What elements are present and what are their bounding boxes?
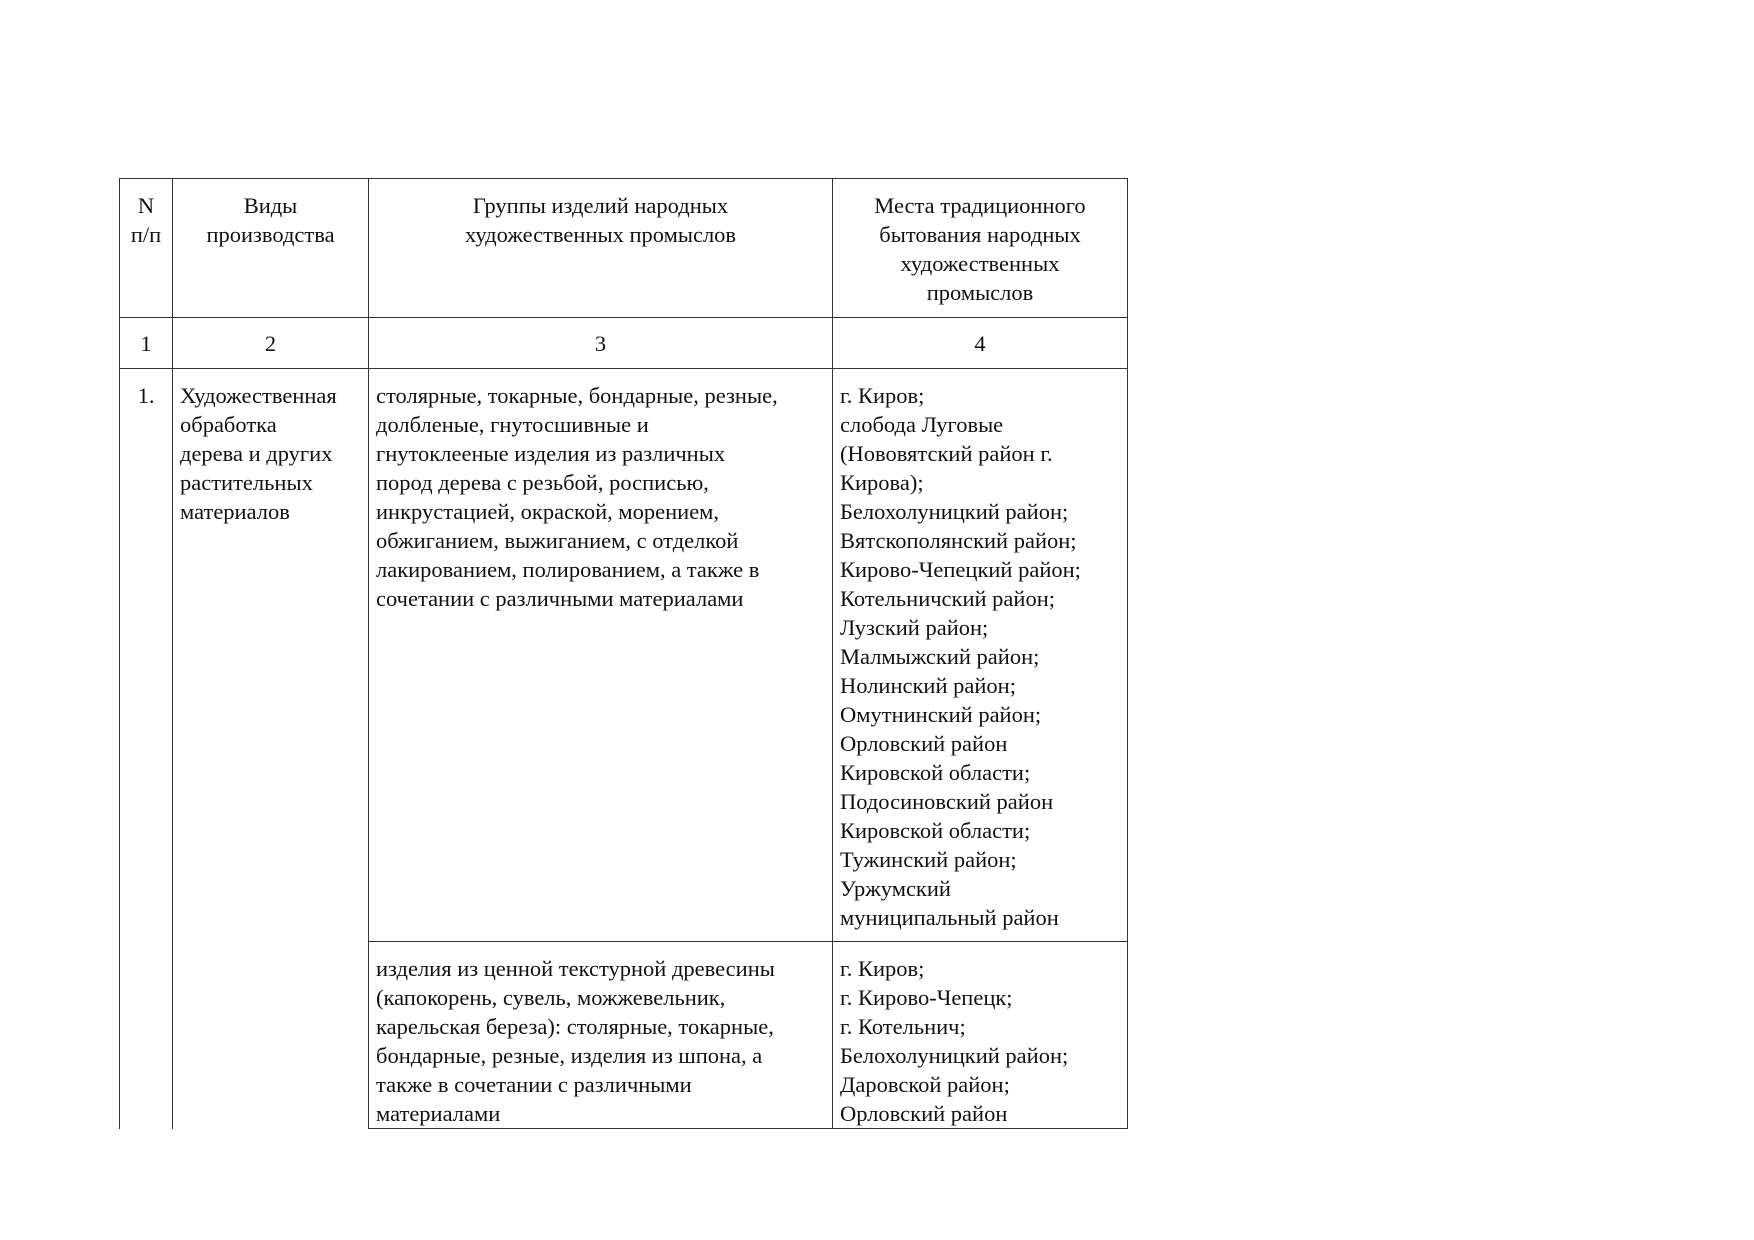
text-line: Малмыжский район; bbox=[840, 644, 1040, 669]
text-line: изделия из ценной текстурной древесины bbox=[376, 956, 775, 981]
text-line: материалов bbox=[180, 499, 290, 524]
text-line: Тужинский район; bbox=[840, 847, 1017, 872]
header-row bbox=[120, 179, 1128, 318]
crafts-table bbox=[119, 178, 1128, 1129]
text-line: Уржумский bbox=[840, 876, 951, 901]
text-line: инкрустацией, окраской, морением, bbox=[376, 499, 720, 524]
text-line: бытования народных bbox=[879, 222, 1081, 247]
text-line: Белохолуницкий район; bbox=[840, 499, 1069, 524]
column-number: 2 bbox=[173, 318, 369, 369]
text-line: столярные, токарные, бондарные, резные, bbox=[376, 383, 778, 408]
text-line: производства bbox=[206, 222, 335, 247]
text-line: Лузский район; bbox=[840, 615, 989, 640]
column-number: 3 bbox=[369, 318, 833, 369]
places bbox=[833, 369, 1128, 942]
column-number: 1 bbox=[120, 318, 173, 369]
text-line: Художественная bbox=[180, 383, 337, 408]
text-line: (капокорень, сувель, можжевельник, bbox=[376, 985, 726, 1010]
text-line: Места традиционного bbox=[874, 193, 1086, 218]
text-line: Кировской области; bbox=[840, 760, 1031, 785]
product-group bbox=[369, 369, 833, 942]
text-line: г. Котельнич; bbox=[840, 1014, 966, 1039]
text-line: лакированием, полированием, а также в bbox=[376, 557, 760, 582]
header-product-groups bbox=[369, 179, 833, 318]
text-line: Кирова); bbox=[840, 470, 924, 495]
header-places bbox=[833, 179, 1128, 318]
text-line: Котельничский район; bbox=[840, 586, 1055, 611]
header-number bbox=[120, 179, 173, 318]
text-line: карельская береза): столярные, токарные, bbox=[376, 1014, 774, 1039]
text-line: N bbox=[137, 193, 155, 218]
text-line: Омутнинский район; bbox=[840, 702, 1042, 727]
product-group bbox=[369, 942, 833, 1129]
text-line: Подосиновский район bbox=[840, 789, 1054, 814]
text-line: Кировской области; bbox=[840, 818, 1031, 843]
places bbox=[833, 942, 1128, 1129]
text-line: гнутоклееные изделия из различных bbox=[376, 441, 726, 466]
text-line: обжиганием, выжиганием, с отделкой bbox=[376, 528, 739, 553]
header-production-type bbox=[173, 179, 369, 318]
text-line: муниципальный район bbox=[840, 905, 1059, 930]
text-line: художественных bbox=[900, 251, 1060, 276]
text-line: Нолинский район; bbox=[840, 673, 1016, 698]
text-line: Белохолуницкий район; bbox=[840, 1043, 1069, 1068]
row-number: 1. bbox=[120, 369, 173, 1129]
text-line: г. Киров; bbox=[840, 956, 925, 981]
column-number-row bbox=[120, 318, 1128, 369]
text-line: дерева и других bbox=[180, 441, 333, 466]
text-line: Орловский район bbox=[840, 1101, 1008, 1126]
text-line: также в сочетании с различными bbox=[376, 1072, 692, 1097]
column-number: 4 bbox=[833, 318, 1128, 369]
text-line: (Нововятский район г. bbox=[840, 441, 1053, 466]
text-line: слобода Луговые bbox=[840, 412, 1004, 437]
text-line: бондарные, резные, изделия из шпона, а bbox=[376, 1043, 763, 1068]
text-line: Орловский район bbox=[840, 731, 1008, 756]
text-line: долбленые, гнутосшивные и bbox=[376, 412, 649, 437]
text-line: обработка bbox=[180, 412, 277, 437]
text-line: художественных промыслов bbox=[464, 222, 737, 247]
text-line: промыслов bbox=[926, 280, 1034, 305]
text-line: Вятскополянский район; bbox=[840, 528, 1077, 553]
text-line: п/п bbox=[130, 222, 162, 247]
text-line: г. Киров; bbox=[840, 383, 925, 408]
table-row bbox=[120, 369, 1128, 942]
text-line: сочетании с различными материалами bbox=[376, 586, 744, 611]
text-line: Виды bbox=[243, 193, 298, 218]
text-line: Кирово-Чепецкий район; bbox=[840, 557, 1081, 582]
text-line: г. Кирово-Чепецк; bbox=[840, 985, 1013, 1010]
production-type bbox=[173, 369, 369, 1129]
text-line: пород дерева с резьбой, росписью, bbox=[376, 470, 709, 495]
text-line: растительных bbox=[180, 470, 313, 495]
text-line: Группы изделий народных bbox=[472, 193, 729, 218]
text-line: Даровской район; bbox=[840, 1072, 1010, 1097]
text-line: материалами bbox=[376, 1101, 501, 1126]
